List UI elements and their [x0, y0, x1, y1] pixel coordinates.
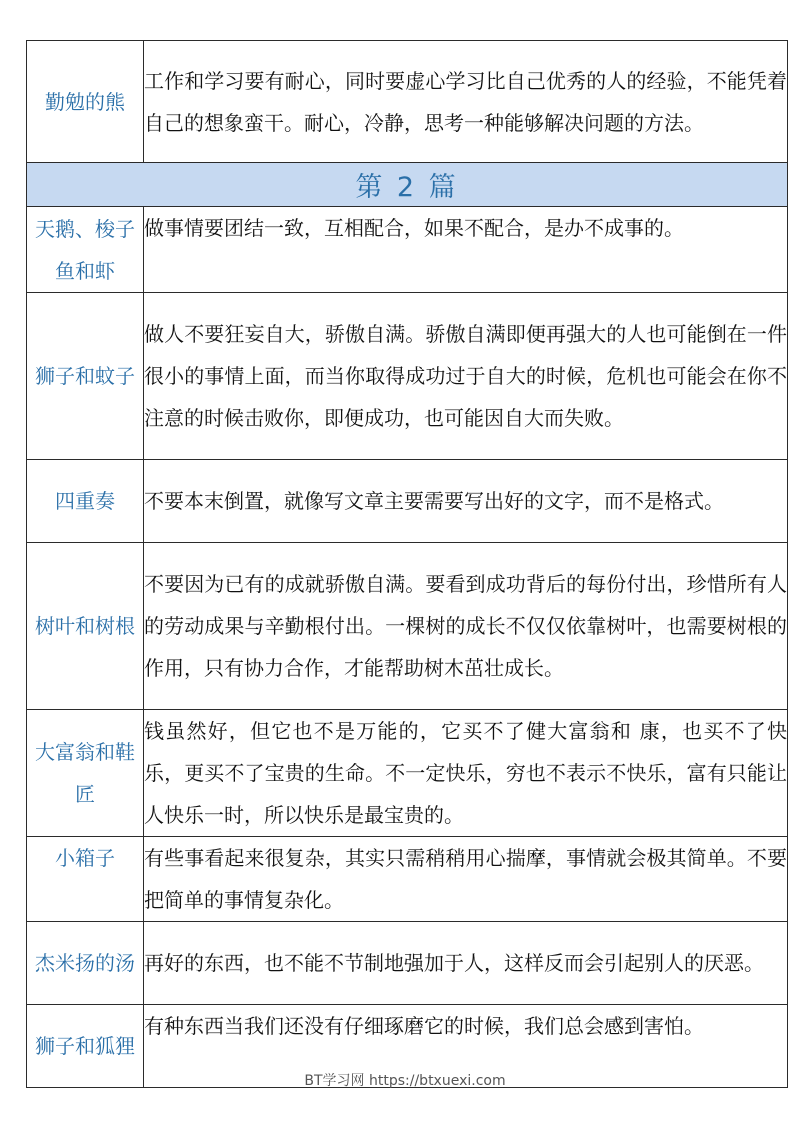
fable-title: 四重奏	[27, 460, 144, 543]
table-row	[27, 710, 788, 837]
table-row	[27, 41, 788, 163]
section-header-row	[27, 163, 788, 207]
page-footer: BT学习网 https://btxuexi.com	[304, 1073, 506, 1089]
fable-moral: 不要本末倒置，就像写文章主要需要写出好的文字，而不是格式。	[144, 460, 788, 543]
fable-title: 狮子和狐狸	[27, 1005, 144, 1088]
fable-title: 勤勉的熊	[27, 41, 144, 163]
table-row	[27, 543, 788, 710]
fable-title: 树叶和树根	[27, 543, 144, 710]
fable-title: 杰米扬的汤	[27, 922, 144, 1005]
fable-title: 大富翁和鞋匠	[27, 710, 144, 837]
fable-title: 小箱子	[27, 837, 144, 922]
section-heading: 第 2 篇	[27, 163, 788, 207]
fable-moral: 有种东西当我们还没有仔细琢磨它的时候，我们总会感到害怕。	[144, 1005, 788, 1088]
fable-moral: 工作和学习要有耐心，同时要虚心学习比自己优秀的人的经验，不能凭着自己的想象蛮干。耐心，冷静，思考一种能够解决问题的方法。	[144, 41, 788, 163]
table-row	[27, 460, 788, 543]
fable-moral: 做人不要狂妄自大，骄傲自满。骄傲自满即便再强大的人也可能倒在一件很小的事情上面，而当你取得成功过于自大的时候，危机也可能会在你不注意的时候击败你，即便成功，也可能因自大而失败。	[144, 293, 788, 460]
fable-moral: 不要因为已有的成就骄傲自满。要看到成功背后的每份付出，珍惜所有人的劳动成果与辛勤根付出。一棵树的成长不仅仅依靠树叶，也需要树根的作用，只有协力合作，才能帮助树木茁壮成长。	[144, 543, 788, 710]
table-row	[27, 922, 788, 1005]
fable-moral: 再好的东西，也不能不节制地强加于人，这样反而会引起别人的厌恶。	[144, 922, 788, 1005]
fable-moral: 做事情要团结一致，互相配合，如果不配合，是办不成事的。	[144, 207, 788, 293]
fable-moral: 钱虽然好，但它也不是万能的，它买不了健大富翁和 康，也买不了快乐，更买不了宝贵的生命。不一定快乐，穷也不表示不快乐，富有只能让人快乐一时，所以快乐是最宝贵的。	[144, 710, 788, 837]
fable-moral: 有些事看起来很复杂，其实只需稍稍用心揣摩，事情就会极其简单。不要把简单的事情复杂化。	[144, 837, 788, 922]
fable-moral-table	[26, 40, 788, 1088]
table-row	[27, 293, 788, 460]
fable-title: 狮子和蚊子	[27, 293, 144, 460]
table-row	[27, 207, 788, 293]
fable-title: 天鹅、梭子鱼和虾	[27, 207, 144, 293]
table-row	[27, 837, 788, 922]
